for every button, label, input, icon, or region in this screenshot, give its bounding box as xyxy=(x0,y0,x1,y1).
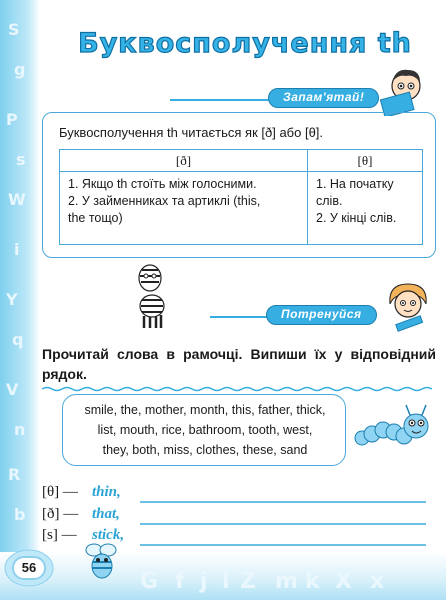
decor-letter: Z xyxy=(240,569,256,594)
rule-table xyxy=(59,149,423,245)
decor-letter: f xyxy=(175,569,185,594)
sound-symbol: [θ] — xyxy=(42,484,78,500)
bottom-decorative-strip xyxy=(0,552,446,600)
wavy-divider xyxy=(42,386,436,392)
sound-symbol: [ð] — xyxy=(42,506,79,522)
label-underline xyxy=(170,99,270,101)
answer-line[interactable] xyxy=(140,501,426,503)
girl-writing-illustration xyxy=(382,282,436,332)
rule-box xyxy=(42,112,436,258)
decor-letter: W xyxy=(8,190,26,209)
rule-line: 1. На початку слів. xyxy=(316,177,394,208)
answer-line[interactable] xyxy=(140,544,426,546)
practice-label: Потренуйся xyxy=(266,305,377,325)
bee-illustration xyxy=(82,540,122,580)
example-word: thin, xyxy=(92,484,121,500)
decor-letter: V xyxy=(6,380,19,399)
rule-line: 2. У кінці слів. xyxy=(316,211,397,225)
word-line: they, both, miss, clothes, these, sand xyxy=(102,443,308,457)
example-word: stick, xyxy=(92,527,125,543)
decor-letter: q xyxy=(12,330,24,349)
zebra-illustration xyxy=(128,262,178,330)
rule-intro: Буквосполучення th читається як [ð] або [θ]. xyxy=(59,125,324,140)
sound-symbol: [s] — xyxy=(42,527,77,543)
decor-letter: S xyxy=(8,20,20,39)
decor-letter: R xyxy=(8,465,21,484)
decor-letter: b xyxy=(14,505,26,524)
decor-letter: G xyxy=(140,569,159,594)
column-header: [ð] xyxy=(60,150,307,172)
remember-label: Запам'ятай! xyxy=(268,88,379,108)
answer-line[interactable] xyxy=(140,523,426,525)
label-underline xyxy=(210,316,270,318)
rule-line: 1. Якщо th стоїть між голосними. xyxy=(68,177,257,191)
decor-letter: n xyxy=(14,420,26,439)
boy-reading-illustration xyxy=(376,66,436,116)
decor-letter: k xyxy=(305,569,320,594)
rule-column-voiceless xyxy=(308,150,422,244)
rule-column-voiced xyxy=(60,150,308,244)
decor-letter: j xyxy=(200,569,208,594)
rule-line: 2. У займенниках та артиклі (this, xyxy=(68,194,261,208)
word-box xyxy=(62,394,346,466)
answer-row xyxy=(42,484,436,504)
decor-letter: X xyxy=(335,569,352,594)
caterpillar-illustration xyxy=(352,402,432,454)
decor-letter: m xyxy=(275,569,298,594)
word-line: list, mouth, rice, bathroom, tooth, west, xyxy=(97,423,313,437)
answer-row xyxy=(42,506,436,526)
left-decorative-strip xyxy=(0,0,40,600)
decor-letter: i xyxy=(14,240,20,259)
decor-letter: s xyxy=(16,150,26,169)
decor-letter: P xyxy=(6,110,18,129)
decor-letter: g xyxy=(14,60,26,79)
rule-line: the тощо) xyxy=(68,211,123,225)
task-instruction: Прочитай слова в рамочці. Випиши їх у відповідний рядок. xyxy=(42,346,436,382)
page-number: 56 xyxy=(12,556,46,580)
decor-letter: Y xyxy=(6,290,18,309)
column-header: [θ] xyxy=(308,150,422,172)
decor-letter: l xyxy=(222,569,230,594)
decor-letter: x xyxy=(370,569,385,594)
page-title: Буквосполучення th xyxy=(78,28,412,59)
word-line: smile, the, mother, month, this, father, thick, xyxy=(84,403,326,417)
example-word: that, xyxy=(92,506,120,522)
